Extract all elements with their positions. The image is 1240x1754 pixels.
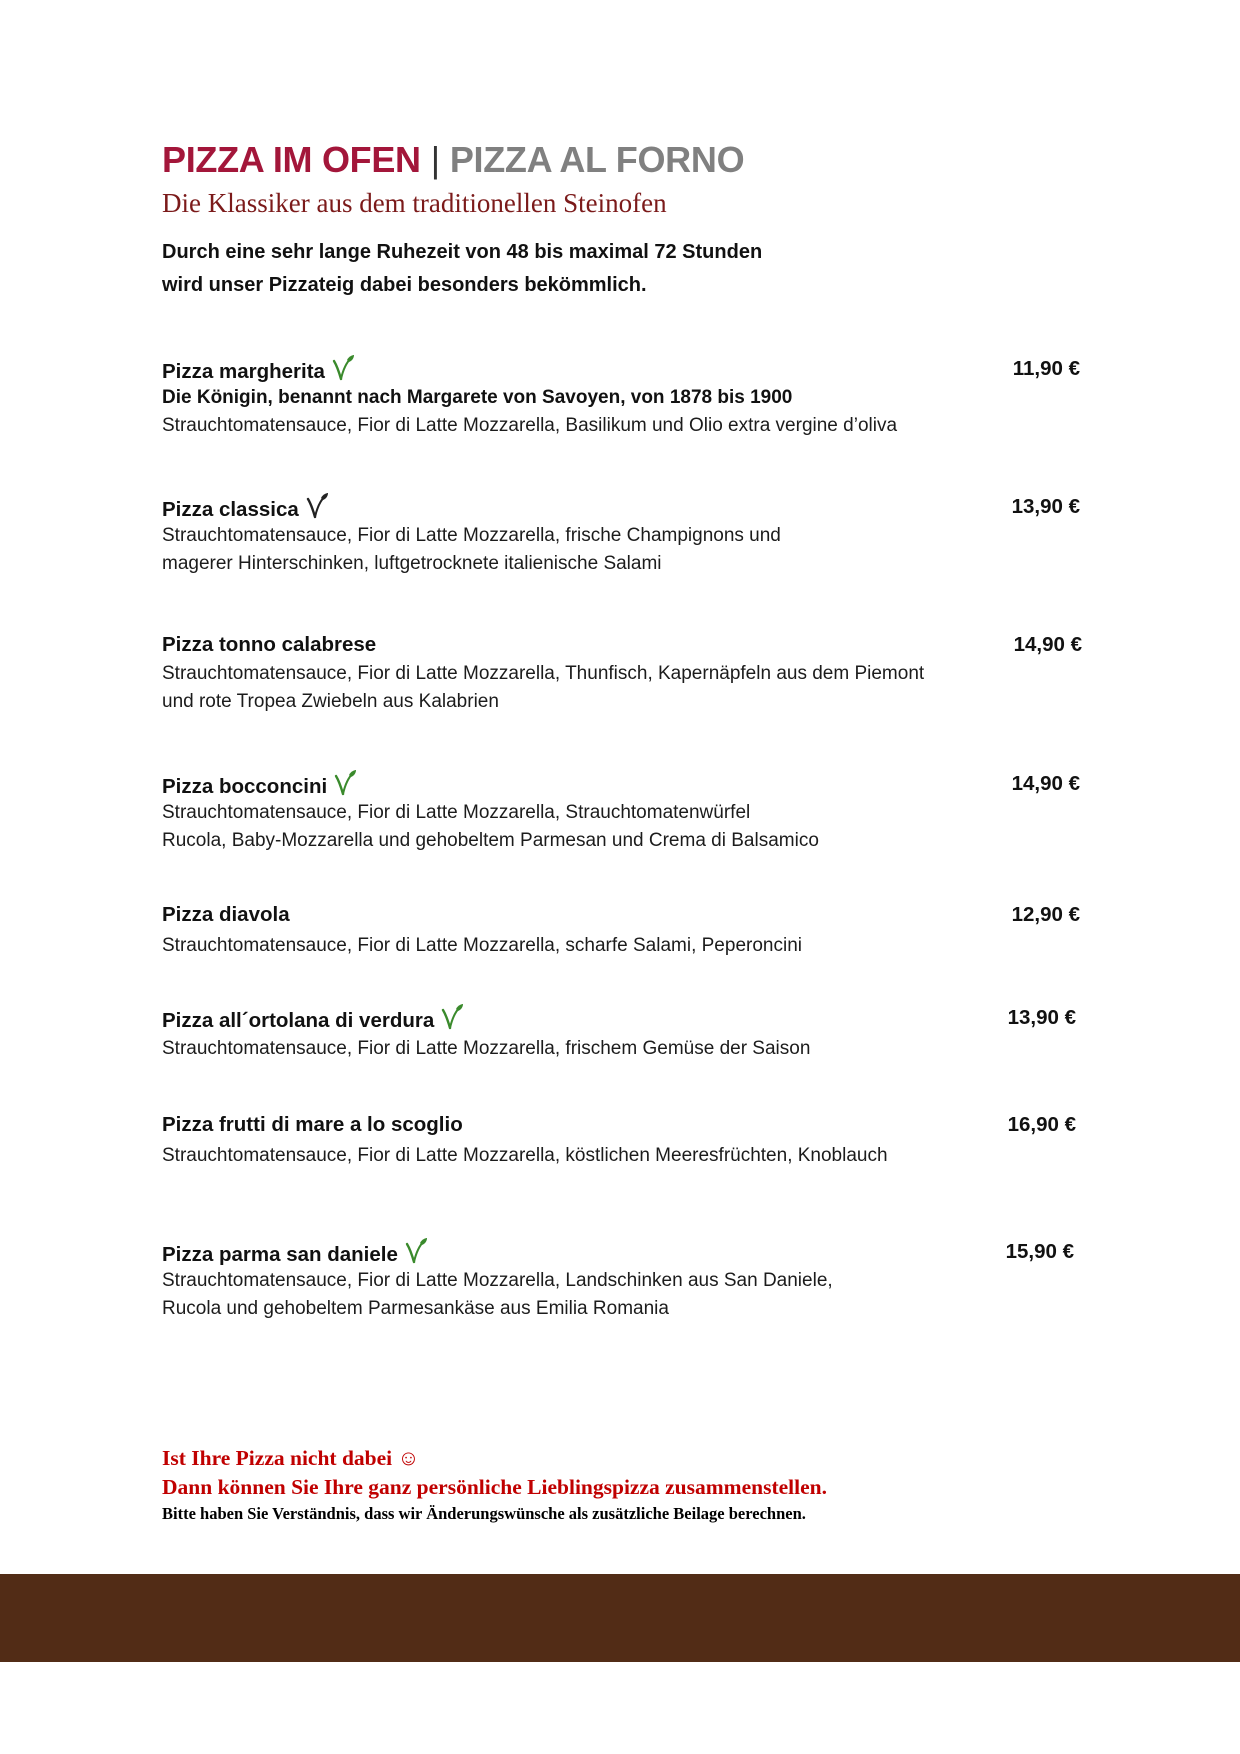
item-description: Strauchtomatensauce, Fior di Latte Mozzarella, Landschinken aus San Daniele,	[162, 1270, 833, 1291]
item-description: Rucola und gehobeltem Parmesankäse aus Emilia Romania	[162, 1298, 669, 1319]
item-name: Pizza parma san daniele	[162, 1243, 398, 1266]
menu-item	[162, 630, 1080, 716]
item-tagline: Die Königin, benannt nach Margarete von Savoyen, von 1878 bis 1900	[162, 387, 793, 408]
menu-item	[162, 1237, 1080, 1323]
item-description: Strauchtomatensauce, Fior di Latte Mozzarella, Thunfisch, Kapernäpfeln aus dem Piemont	[162, 663, 925, 684]
menu-item	[162, 492, 1080, 578]
page-title	[162, 138, 1082, 182]
bottom-decorative-bar	[0, 1574, 1240, 1662]
item-description: und rote Tropea Zwiebeln aus Kalabrien	[162, 691, 499, 712]
menu-item	[162, 1003, 1080, 1063]
header-section	[162, 138, 1082, 302]
item-price: 11,90 €	[1012, 357, 1080, 380]
item-price: 13,90 €	[1011, 495, 1080, 518]
item-name: Pizza all´ortolana di verdura	[162, 1009, 435, 1032]
intro-line: wird unser Pizzateig dabei besonders bekömmlich.	[162, 274, 647, 296]
item-price: 16,90 €	[1007, 1113, 1076, 1136]
title-german: PIZZA IM OFEN	[162, 139, 421, 180]
footer-offer: Dann können Sie Ihre ganz persönliche Lieblingspizza zusammenstellen.	[162, 1475, 827, 1499]
custom-pizza-note	[162, 1444, 1062, 1526]
item-description: Strauchtomatensauce, Fior di Latte Mozzarella, Basilikum und Olio extra vergine d’oliva	[162, 415, 898, 436]
intro-line: Durch eine sehr lange Ruhezeit von 48 bis maximal 72 Stunden	[162, 241, 763, 263]
item-description: Strauchtomatensauce, Fior di Latte Mozzarella, Strauchtomatenwürfel	[162, 802, 751, 823]
menu-item	[162, 769, 1080, 855]
item-description: Strauchtomatensauce, Fior di Latte Mozzarella, scharfe Salami, Peperoncini	[162, 935, 802, 956]
menu-item	[162, 1110, 1080, 1170]
item-name: Pizza bocconcini	[162, 775, 328, 798]
footer-disclaimer: Bitte haben Sie Verständnis, dass wir Änderungswünsche als zusätzliche Beilage berechnen.	[162, 1504, 806, 1523]
footer-question: Ist Ihre Pizza nicht dabei ☺	[162, 1446, 420, 1470]
item-name: Pizza tonno calabrese	[162, 633, 377, 656]
item-price: 13,90 €	[1007, 1006, 1076, 1029]
page-subtitle: Die Klassiker aus dem traditionellen Steinofen	[162, 188, 667, 218]
vegetarian-leaf-icon	[440, 1003, 464, 1031]
item-name: Pizza diavola	[162, 903, 290, 926]
item-description: Rucola, Baby-Mozzarella und gehobeltem Parmesan und Crema di Balsamico	[162, 830, 819, 851]
vegetarian-leaf-icon	[331, 354, 355, 382]
menu-item	[162, 900, 1080, 960]
item-price: 14,90 €	[1013, 633, 1082, 656]
vegetarian-leaf-icon	[305, 492, 329, 520]
item-name: Pizza margherita	[162, 360, 325, 383]
item-name: Pizza classica	[162, 498, 299, 521]
item-description: Strauchtomatensauce, Fior di Latte Mozzarella, frischem Gemüse der Saison	[162, 1038, 811, 1059]
vegetarian-leaf-icon	[404, 1237, 428, 1265]
item-price: 14,90 €	[1011, 772, 1080, 795]
vegetarian-leaf-icon	[333, 769, 357, 797]
item-description: Strauchtomatensauce, Fior di Latte Mozzarella, köstlichen Meeresfrüchten, Knoblauch	[162, 1145, 888, 1166]
title-italian: PIZZA AL FORNO	[449, 139, 745, 180]
item-name: Pizza frutti di mare a lo scoglio	[162, 1113, 463, 1136]
intro-text	[162, 236, 1082, 302]
item-price: 12,90 €	[1011, 903, 1080, 926]
title-separator: |	[430, 139, 440, 180]
item-description: magerer Hinterschinken, luftgetrocknete italienische Salami	[162, 553, 662, 574]
item-description: Strauchtomatensauce, Fior di Latte Mozzarella, frische Champignons und	[162, 525, 781, 546]
item-price: 15,90 €	[1005, 1240, 1074, 1263]
menu-item	[162, 354, 1080, 440]
